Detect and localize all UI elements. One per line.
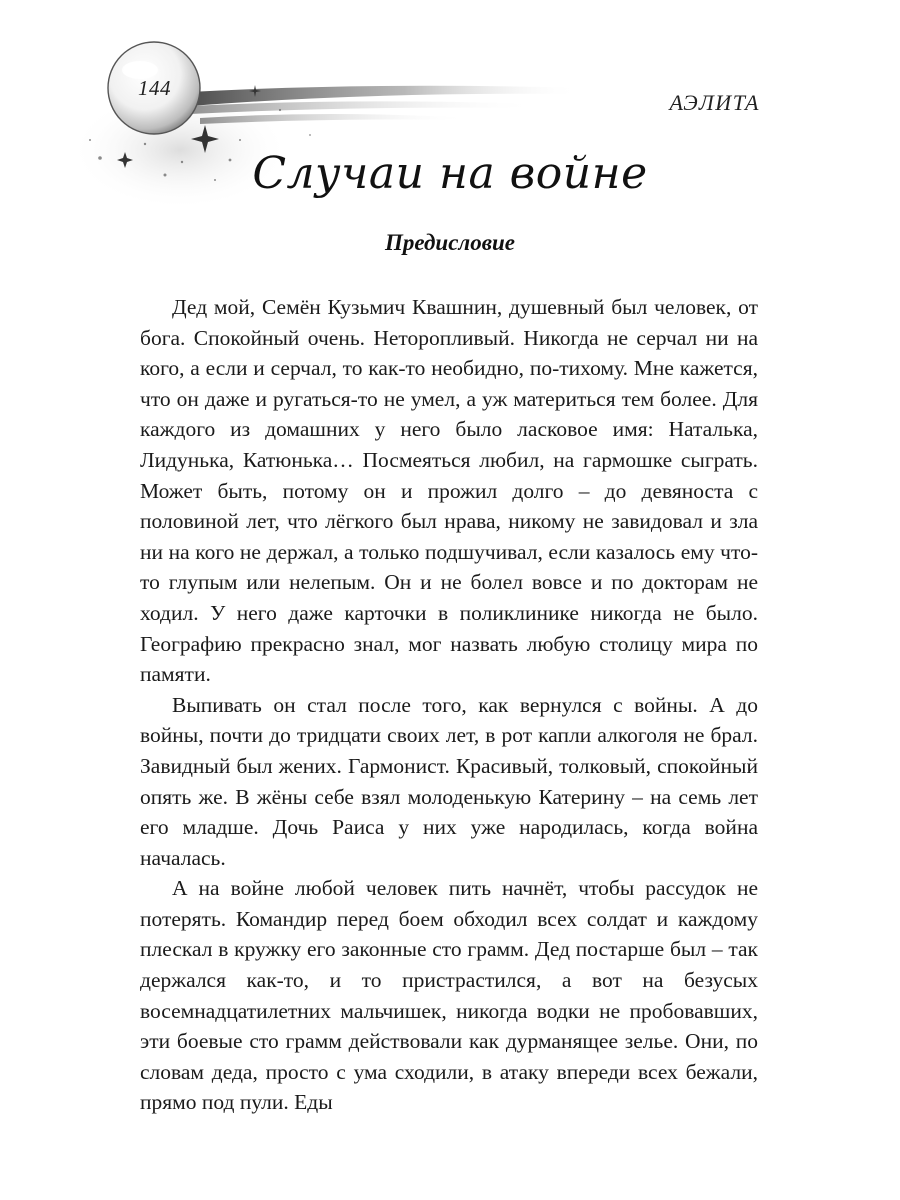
paragraph: А на войне любой человек пить начнёт, чтобы рассудок не потерять. Командир перед боем обходил всех солдат и каждому плескал в кружку его законные сто грамм. Дед постарше был – так держался как-то, и то пристрастился, а вот на безусых восемнадцатилетних мальчишек, никогда водки не пробовавших, эти боевые сто грамм действовали как дурманящее зелье. Они, по словам деда, просто с ума сходили, в атаку впереди всех бежали, прямо под пули. Еды	[140, 876, 758, 1115]
paragraph: Выпивать он стал после того, как вернулся с войны. А до войны, почти до тридцати своих лет, в рот капли алкоголя не брал. Завидный был жених. Гармонист. Красивый, толковый, спокойный опять же. В жёны себе взял молоденькую Катерину – на семь лет его младше. Дочь Раиса у них уже народилась, когда война началась.	[140, 692, 758, 870]
body-text	[140, 292, 758, 1118]
paragraph: Дед мой, Семён Кузьмич Квашнин, душевный был человек, от бога. Спокойный очень. Неторопливый. Никогда не серчал ни на кого, а если и серчал, то как-то необидно, по-тихому. Мне кажется, что он даже и ругаться-то не умел, а уж материться тем более. Для каждого из домашних у него было ласковое имя: Наталька, Лидунька, Катюнька… Посмеяться любил, на гармошке сыграть. Может быть, потому он и прожил долго – до девяноста с половиной лет, что лёгкого был нрава, никому не завидовал и зла ни на кого не держал, а только подшучивал, если казалось ему что-то глупым или нелепым. Он и не болел вовсе и по докторам не ходил. У него даже карточки в поликлинике никогда не было. Географию прекрасно знал, мог назвать любую столицу мира по памяти.	[140, 295, 758, 687]
chapter-title: Случаи на войне	[252, 148, 648, 199]
running-head: АЭЛИТА	[669, 90, 760, 115]
section-title: Предисловие	[384, 230, 515, 255]
page-number: 144	[138, 76, 171, 100]
